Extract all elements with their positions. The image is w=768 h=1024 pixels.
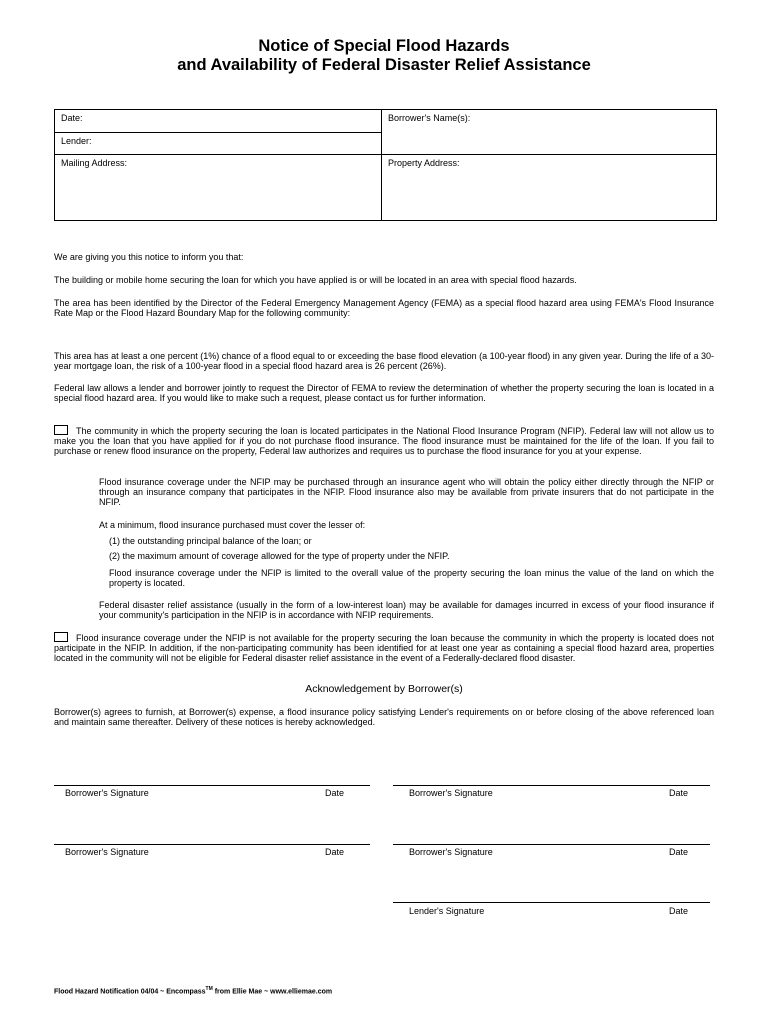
property-address-field[interactable]: [382, 155, 717, 221]
disaster-relief-paragraph: Federal disaster relief assistance (usually in the form of a low-interest loan) may be available for damages incurred in excess of your flood insurance if your community's participation in the NFIP is in accordance with NFIP requirements.: [99, 600, 714, 620]
date-label: Date:: [61, 113, 83, 123]
coverage-item-2: (2) the maximum amount of coverage allowed for the type of property under the NFIP.: [109, 551, 450, 561]
borrower-names-field[interactable]: [382, 110, 717, 155]
lender-signature-label: Lender's Signature: [409, 906, 485, 916]
nfip-participating-option: [54, 425, 714, 456]
flood-hazard-paragraph: The building or mobile home securing the loan for which you have applied is or will be located in an area with special flood hazards.: [54, 275, 577, 285]
trademark-symbol: TM: [205, 986, 213, 992]
risk-paragraph: This area has at least a one percent (1%) chance of a flood equal to or exceeding the base flood elevation (a 100-year flood) in any given year. During the life of a 30-year mortgage loan, the risk of a 100-year flood in a special flood hazard area is 26 percent (26%).: [54, 351, 714, 371]
footer-text-before-tm: Flood Hazard Notification 04/04 ~ Encompass: [54, 988, 206, 996]
date-label-1: Date: [325, 788, 345, 798]
nfip-purchase-paragraph: Flood insurance coverage under the NFIP may be purchased through an insurance agent who will obtain the policy either directly through the NFIP or through an insurance company that participates in the NFIP. Flood insurance also may be available from private insurers that do not participate in the NFIP.: [99, 477, 714, 507]
borrower-signature-line-1[interactable]: [54, 785, 370, 786]
review-request-paragraph: Federal law allows a lender and borrower jointly to request the Director of FEMA to review the determination of whether the property securing the loan is located in a special flood hazard area. If you would like to make such a request, please contact us for further information.: [54, 383, 714, 403]
borrower-signature-label-3: Borrower's Signature: [65, 847, 149, 857]
coverage-item-1: (1) the outstanding principal balance of the loan; or: [109, 536, 312, 546]
footer-text: [54, 986, 332, 995]
nfip-not-available-text: Flood insurance coverage under the NFIP is not available for the property securing the loan because the community in which the property is located does not participate in the NFIP. In addition, if the non-participating community has been identified for at least one year as containing a special flood hazard area, properties located in the community will not be eligible for Federal disaster relief assistance in the event of a Federally-declared flood disaster.: [54, 633, 714, 663]
borrower-signature-line-4[interactable]: [393, 844, 710, 845]
acknowledgement-heading: Acknowledgement by Borrower(s): [305, 683, 463, 695]
lender-label: Lender:: [61, 136, 92, 146]
borrower-signature-line-2[interactable]: [393, 785, 710, 786]
fema-identification-paragraph: The area has been identified by the Director of the Federal Emergency Management Agency (FEMA) as a special flood hazard area using FEMA's Flood Insurance Rate Map or the Flood Hazard Boundary Map for the following community:: [54, 298, 714, 318]
date-field[interactable]: [55, 110, 382, 133]
borrower-signature-label-4: Borrower's Signature: [409, 847, 493, 857]
participating-checkbox[interactable]: [54, 425, 68, 435]
date-label-3: Date: [325, 847, 345, 857]
property-address-label: Property Address:: [388, 158, 460, 168]
loan-info-table: [54, 109, 717, 221]
date-label-4: Date: [669, 847, 689, 857]
nfip-participating-text: The community in which the property securing the loan is located participates in the National Flood Insurance Program (NFIP). Federal law will not allow us to make you the loan that you have applied for if you do not purchase flood insurance. The flood insurance must be maintained for the life of the loan. If you fail to purchase or renew flood insurance on the property, Federal law authorizes and requires us to purchase the flood insurance for you at your expense.: [54, 426, 714, 456]
borrower-signature-line-3[interactable]: [54, 844, 370, 845]
borrower-signature-label-1: Borrower's Signature: [65, 788, 149, 798]
document-title-line-2: and Availability of Federal Disaster Relief Assistance: [177, 56, 591, 74]
lender-field[interactable]: [55, 133, 382, 155]
coverage-limit-paragraph: Flood insurance coverage under the NFIP is limited to the overall value of the property securing the loan minus the value of the land on which the property is located.: [109, 568, 714, 588]
date-label-5: Date: [669, 906, 689, 916]
lender-signature-line[interactable]: [393, 902, 710, 903]
document-title-line-1: Notice of Special Flood Hazards: [258, 37, 510, 55]
mailing-address-field[interactable]: [55, 155, 382, 221]
borrower-names-label: Borrower's Name(s):: [388, 113, 471, 123]
intro-paragraph: We are giving you this notice to inform you that:: [54, 252, 244, 262]
footer-text-after-tm: from Ellie Mae ~ www.elliemae.com: [212, 988, 333, 996]
not-available-checkbox[interactable]: [54, 632, 68, 642]
minimum-coverage-paragraph: At a minimum, flood insurance purchased must cover the lesser of:: [99, 520, 366, 530]
date-label-2: Date: [669, 788, 689, 798]
borrower-signature-label-2: Borrower's Signature: [409, 788, 493, 798]
nfip-not-available-option: [54, 632, 714, 663]
mailing-address-label: Mailing Address:: [61, 158, 128, 168]
acknowledgement-paragraph: Borrower(s) agrees to furnish, at Borrower(s) expense, a flood insurance policy satisfying Lender's requirements on or before closing of the above referenced loan and maintain same thereafter. Delivery of these notices is hereby acknowledged.: [54, 707, 714, 727]
